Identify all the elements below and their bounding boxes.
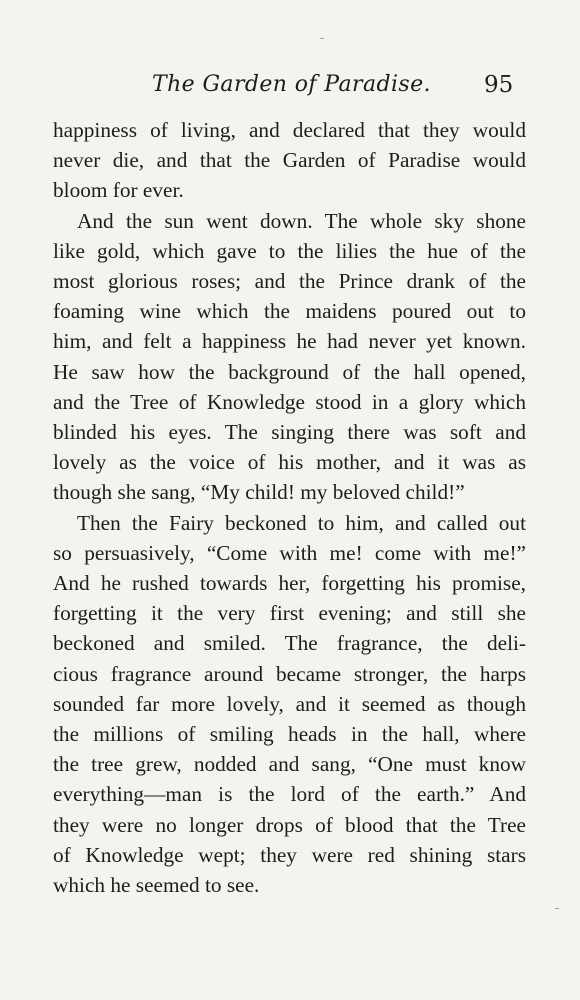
text-line: they were no longer drops of blood that the Tree — [53, 812, 526, 837]
paragraph — [53, 508, 526, 901]
text-line: And the sun went down. The whole sky shone — [77, 208, 526, 233]
text-line: blinded his eyes. The singing there was soft and — [53, 420, 526, 445]
page-header — [0, 72, 580, 102]
running-title: The Garden of Paradise. — [152, 72, 431, 97]
text-line: like gold, which gave to the lilies the hue of the — [53, 238, 526, 263]
text-line: the millions of smiling heads in the hall, where — [53, 722, 526, 747]
text-line: beckoned and smiled. The fragrance, the deli- — [53, 631, 526, 656]
text-line: cious fragrance around became stronger, the harps — [53, 661, 526, 686]
text-line: foaming wine which the maidens poured out to — [53, 299, 526, 324]
text-line: lovely as the voice of his mother, and it was as — [53, 450, 526, 475]
paragraph — [53, 206, 526, 508]
paper-speck — [320, 38, 324, 39]
paper-speck — [555, 908, 559, 909]
text-line: Then the Fairy beckoned to him, and called out — [77, 510, 526, 535]
body-text — [53, 115, 526, 900]
text-line: and the Tree of Knowledge stood in a glory which — [53, 389, 526, 414]
text-line: of Knowledge wept; they were red shining stars — [53, 842, 526, 867]
text-line: the tree grew, nodded and sang, “One must know — [53, 752, 526, 777]
text-line: though she sang, “My child! my beloved child!” — [53, 480, 465, 505]
text-line: He saw how the background of the hall opened, — [53, 359, 526, 384]
text-line: him, and felt a happiness he had never yet known. — [53, 329, 526, 354]
text-line: bloom for ever. — [53, 178, 184, 203]
text-line: so persuasively, “Come with me! come with me!” — [53, 540, 526, 565]
text-line: everything—man is the lord of the earth.” And — [53, 782, 526, 807]
text-line: most glorious roses; and the Prince drank of the — [53, 269, 526, 294]
paragraph — [53, 115, 526, 206]
text-line: happiness of living, and declared that they would — [53, 118, 526, 142]
text-line: forgetting it the very first evening; and still she — [53, 601, 526, 626]
text-line: sounded far more lovely, and it seemed as though — [53, 691, 526, 716]
text-line: which he seemed to see. — [53, 873, 260, 898]
text-line: And he rushed towards her, forgetting his promise, — [53, 571, 526, 596]
page-number: 95 — [484, 72, 514, 98]
text-line: never die, and that the Garden of Paradise would — [53, 148, 526, 173]
